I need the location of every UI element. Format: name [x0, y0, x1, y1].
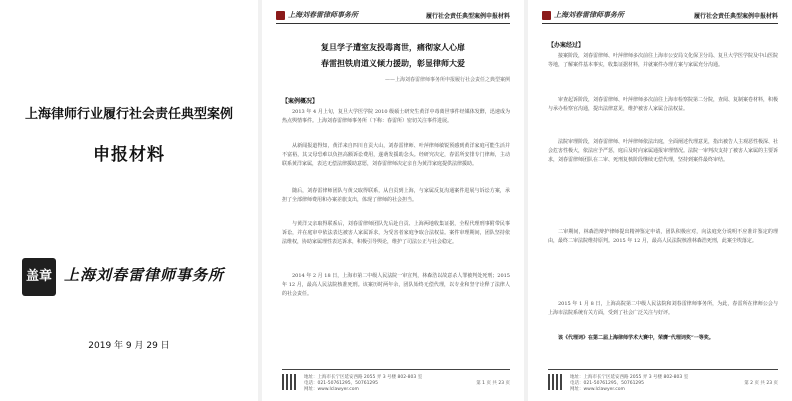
- page-footer: [548, 369, 778, 395]
- footer-phone: 电话：021-50761295、50761295: [304, 381, 379, 386]
- cover-date: 2019 年 9 月 29 日: [88, 341, 170, 351]
- page-footer: [282, 369, 510, 395]
- qr-code-icon: [548, 374, 564, 390]
- page-2: [262, 0, 524, 401]
- headline-1: 复旦学子遭室友投毒离世，痛彻家人心扉: [321, 42, 465, 52]
- headline-subline: ——上海刘春雷律师事务所申报履行社会责任之典型案例: [384, 77, 510, 83]
- footer-website: 网址：www.lclawyer.com: [304, 387, 359, 392]
- headline-2: 春雷担铁肩道义倾力援助，彰显律师大爱: [321, 58, 465, 68]
- paragraph: 与黄洋父亲取得联系后，刘春雷律师团队先后赴自贡、上海两地收集证据，全程代理刑事附带民事诉讼，并在庭审中依法表达被害人家属诉求，为受害者家庭争取合法权益。案件审理期间，团队坚持依法维权，协助家属理性表达诉求，积极引导舆论，维护了司法公正与社会稳定。: [282, 221, 510, 245]
- firm-logo-icon: [276, 11, 285, 20]
- footer-address: 地址：上海市长宁区延安西路 2055 弄 3 号楼 802-803 室: [304, 375, 423, 380]
- paragraph: 2013 年 4 月上旬，复旦大学医学院 2010 级硕士研究生黄洋中毒离世事件经媒体发酵，迅速成为热点舆情事件。上海刘春雷律师事务所（下称：春雷所）密切关注事件进展。: [282, 109, 510, 124]
- paragraph: 二审期间，林森浩辩护律师提出精神鉴定申请，团队积极应对，向法庭充分说明不应准许鉴定的理由，最终二审法院维持原判。2015 年 12 月，最高人民法院核准林森浩死刑，此案尘埃落定。: [548, 229, 778, 244]
- paragraph: 从新闻报道得知，黄洋来自四川自贡大山，刘春雷律师、叶萍律师敏锐预感到黄洋家庭可能生活并不富裕，其父母恐难以负担高额诉讼费用，遂萌发援助念头。经研究决定，春雷所安排专门律师，主动联系黄洋家属，表达无偿法律援助意愿，刘春雷律师决定亲自为黄洋家庭提供法律援助。: [282, 143, 510, 167]
- firm-seal-icon: [22, 258, 56, 296]
- page-number: 第 1 页 共 23 页: [476, 381, 510, 386]
- paragraph: 审查起诉阶段，刘春雷律师、叶萍律师多次前往上海市检察院第二分院，查阅、复制案卷材料，积极与承办检察官沟通，提出法律意见，维护被害人家属合法权益。: [548, 97, 779, 112]
- cover-org-title: 上海律师行业履行社会责任典型案例: [24, 107, 233, 122]
- paragraph: 法院审理阶段，刘春雷律师、叶萍律师依法出庭，全面阐述代理意见，指出被告人主观恶性极深、社会危害性极大，依法应予严惩，庭后及时向家属通报审理情况。法院一审判决支持了被害人家属的主要诉求，刘春雷律师团队在二审、死刑复核阶段继续无偿代理，坚持到案件最终审结。: [548, 139, 779, 163]
- qr-code-icon: [282, 374, 298, 390]
- cover-doc-title: 申报材料: [93, 145, 165, 165]
- page-number: 第 2 页 共 23 页: [744, 381, 778, 386]
- cover-firm-name: 上海刘春雷律师事务所: [64, 266, 225, 284]
- paragraph: 2014 年 2 月 18 日，上海市第二中级人民法院一审宣判，林森浩以故意杀人罪被判处死刑；2015 年 12 月，最高人民法院核准死刑。该案历时两年余，团队始终无偿代理，以专业和坚守诠释了法律人的社会责任。: [282, 273, 510, 297]
- header-title: 履行社会责任典型案例申报材料: [425, 13, 510, 20]
- page-3: [528, 0, 792, 401]
- header-logo: 上海刘春雷律师事务所: [542, 10, 624, 20]
- header-logo: 上海刘春雷律师事务所: [276, 10, 358, 20]
- paragraph: 接案阶段，刘春雷律师、叶萍律师多次前往上海市公安局文化保卫分局、复旦大学医学院及中山医院等地，了解案件基本事实，收集证据材料，并就案件办理方案与家属充分沟通。: [548, 53, 779, 68]
- firm-logo-icon: [542, 11, 551, 20]
- footer-website: 网址：www.lclawyer.com: [570, 387, 625, 392]
- paragraph: 2015 年 1 月 8 日，上海高院第二中级人民法院和刘春雷律师事务所，为此，春雷所在律师公会与上海市法院系统有关方面，受到了社会广泛关注与好评。: [548, 301, 778, 316]
- footer-phone: 电话：021-50761295、50761295: [570, 381, 645, 386]
- header-title: 履行社会责任典型案例申报材料: [693, 13, 778, 20]
- section-heading: 【办案经过】: [548, 42, 585, 49]
- paragraph: 随后，刘春雷律师团队与黄父取得联系，从自贡到上海，与家属反复沟通案件进展与诉讼方案，承担了全部律师费用和办案差旅支出，体现了律师的社会担当。: [282, 188, 510, 203]
- cover-page: [0, 0, 258, 401]
- section-heading: 【案例概况】: [282, 98, 319, 105]
- page-header: [276, 8, 510, 24]
- footer-address: 地址：上海市长宁区延安西路 2055 弄 3 号楼 802-803 室: [570, 375, 689, 380]
- page-header: [542, 8, 778, 24]
- award-note: 该《代理词》在第二届上海律师学术大赛中，荣膺“代理词奖”一等奖。: [558, 335, 714, 341]
- seal-text: 盖章: [25, 269, 52, 284]
